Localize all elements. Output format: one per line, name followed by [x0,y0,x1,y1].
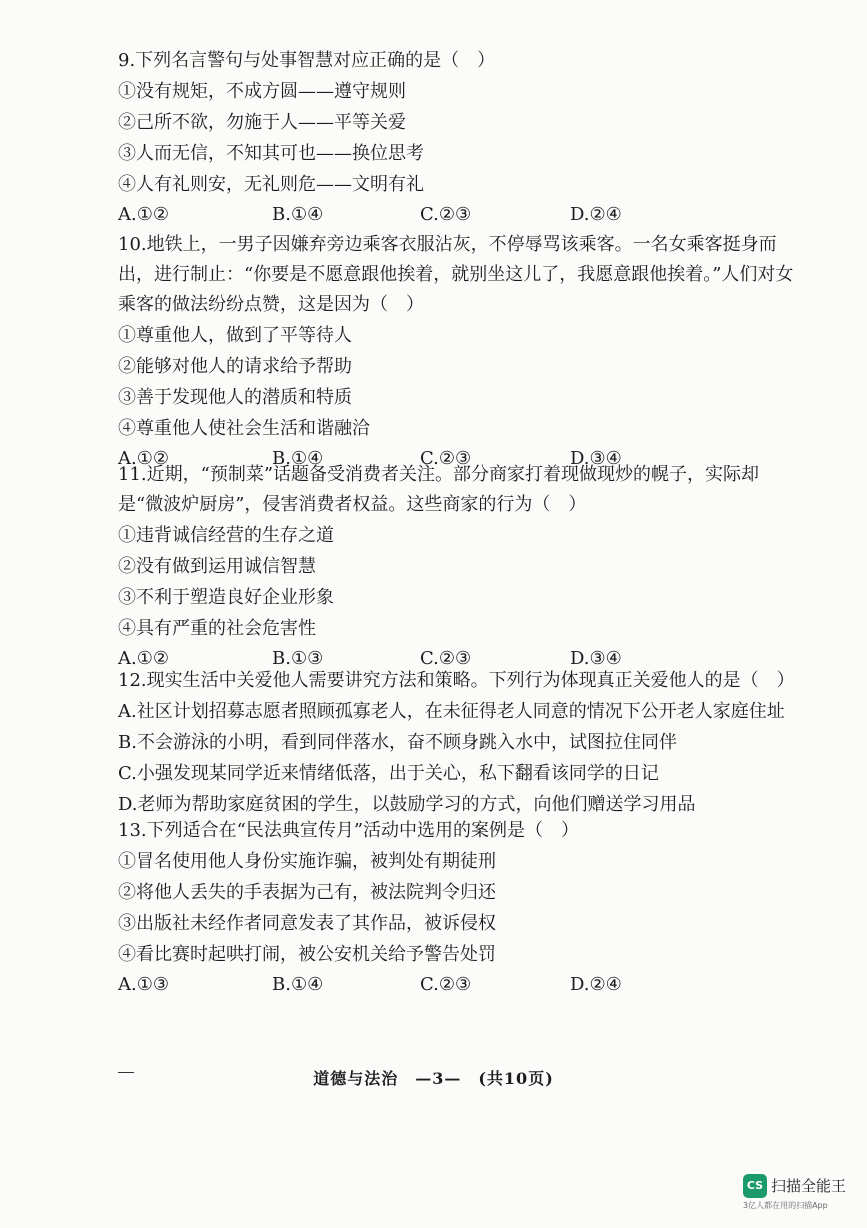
option-item: ②没有做到运用诚信智慧 [118,556,316,577]
option-item: ④看比赛时起哄打闹，被公安机关给予警告处罚 [118,944,496,965]
question-stem: 9.下列名言警句与处事智慧对应正确的是（ ） [118,50,496,71]
option-item: ③出版社未经作者同意发表了其作品，被诉侵权 [118,913,496,934]
answer-a: A.①③ [118,974,169,995]
option-item: ④具有严重的社会危害性 [118,618,316,639]
answer-b: B.①④ [272,204,324,225]
scanner-app-name: 扫描全能王 [771,1177,847,1195]
question-13 [118,816,798,1000]
option-item: ③善于发现他人的潜质和特质 [118,387,352,408]
question-stem: 11.近期，“预制菜”话题备受消费者关注。部分商家打着现做现炒的幌子，实际却是“微波炉厨房”，侵害消费者权益。这些商家的行为（ ） [118,464,760,515]
option-item: ①冒名使用他人身份实施诈骗，被判处有期徒刑 [118,851,496,872]
option-item: ①尊重他人，做到了平等待人 [118,325,352,346]
question-stem: 10.地铁上，一男子因嫌弃旁边乘客衣服沾灰，不停辱骂该乘客。一名女乘客挺身而出，进行制止：“你要是不愿意跟他挨着，就别坐这儿了，我愿意跟他挨着。”人们对女乘客的做法纷纷点赞，这是因为（ ） [118,234,794,315]
answer-c: C.②③ [420,204,472,225]
option-item: B.不会游泳的小明，看到同伴落水，奋不顾身跳入水中，试图拉住同伴 [118,732,677,753]
answer-d: D.②④ [570,974,622,995]
answer-d: D.③④ [570,448,622,469]
option-item: ①没有规矩，不成方圆——遵守规则 [118,81,406,102]
scanner-logo-icon: CS [743,1174,767,1198]
option-item: ①违背诚信经营的生存之道 [118,525,334,546]
answer-d: D.③④ [570,648,622,669]
option-item: ③不利于塑造良好企业形象 [118,587,334,608]
answer-a: A.①② [118,648,169,669]
answer-c: C.②③ [420,974,472,995]
scanner-watermark [743,1170,853,1214]
question-11 [118,460,798,674]
page-footer: 道德与法治 —3— (共10页) [313,1069,554,1088]
answer-a: A.①② [118,204,169,225]
answer-choices [118,970,798,1000]
answer-b: B.①④ [272,448,324,469]
answer-c: C.②③ [420,448,472,469]
answer-b: B.①④ [272,974,324,995]
option-item: A.社区计划招募志愿者照顾孤寡老人，在未征得老人同意的情况下公开老人家庭住址 [118,701,785,722]
option-item: ④尊重他人使社会生活和谐融洽 [118,418,370,439]
answer-b: B.①③ [272,648,324,669]
option-item: C.小强发现某同学近来情绪低落，出于关心，私下翻看该同学的日记 [118,763,659,784]
question-9 [118,46,798,230]
answer-choices [118,200,798,230]
answer-c: C.②③ [420,648,472,669]
answer-d: D.②④ [570,204,622,225]
option-item: ③人而无信，不知其可也——换位思考 [118,143,424,164]
option-item: ④人有礼则安，无礼则危——文明有礼 [118,174,424,195]
option-item: ②己所不欲，勿施于人——平等关爱 [118,112,406,133]
question-stem: 13.下列适合在“民法典宣传月”活动中选用的案例是（ ） [118,820,580,841]
question-stem: 12.现实生活中关爱他人需要讲究方法和策略。下列行为体现真正关爱他人的是（ ） [118,670,795,691]
scanner-tagline: 3亿人都在用的扫描App [743,1201,828,1210]
answer-a: A.①② [118,448,169,469]
question-12 [118,666,798,820]
question-10 [118,230,798,474]
option-item: D.老师为帮助家庭贫困的学生，以鼓励学习的方式，向他们赠送学习用品 [118,794,696,815]
option-item: ②将他人丢失的手表据为己有，被法院判令归还 [118,882,496,903]
option-item: ②能够对他人的请求给予帮助 [118,356,352,377]
